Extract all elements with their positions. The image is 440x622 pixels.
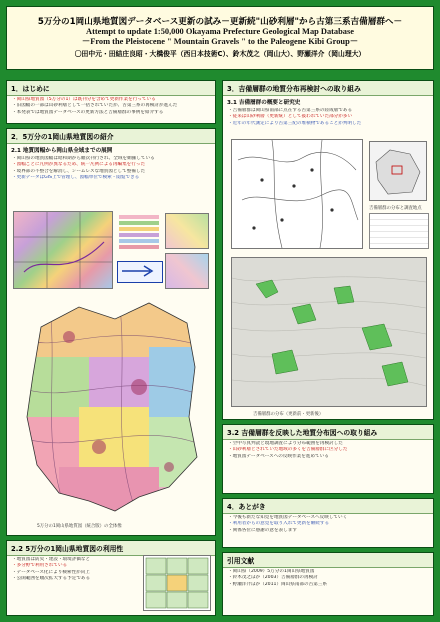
paragraph-line: ・空中写真判読と現地調査により分布範囲を再検討した	[228, 441, 343, 446]
paragraph-line: ・データベース化により検索性が向上	[12, 569, 90, 575]
paragraph-line: ・岡山県の地質図幅は昭和期から順次刊行され、全域を網羅している	[12, 156, 155, 161]
title-block	[6, 6, 434, 70]
prefecture-map-icon	[19, 297, 207, 519]
section-map-introduction	[6, 128, 216, 536]
section-map-usage	[6, 540, 216, 616]
inset-table	[369, 213, 429, 249]
section-afterword	[222, 498, 434, 548]
paragraph-line: ・従来は山砂利層（更新統）として扱われていた部分が多い	[228, 114, 353, 120]
section-heading: 4．あとがき	[223, 499, 433, 514]
usage-sheet-grid	[143, 555, 211, 611]
subsection-heading: 3.1 吉備層群の概要と研究史	[227, 100, 301, 106]
section-heading: 2．5万分の1岡山県地質図の紹介	[7, 129, 215, 144]
outline-map-icon	[232, 140, 362, 248]
update-arrow-note	[117, 261, 163, 283]
title-english-line1: Attempt to update 1:50,000 Okayama Prefecture Geological Map Database	[86, 27, 354, 36]
reference-item: ・岡山県（2009）5万分の1岡山県地質図	[228, 569, 315, 574]
reference-item: ・野瀬洋介ほか（2011）岡山県南部の古第三系	[228, 581, 327, 587]
paragraph-line: ・山砂利層とされていた地域の多くを吉備層群に区分した	[228, 447, 348, 453]
section-heading: 2.2 5万分の1岡山県地質図の利用性	[7, 541, 215, 556]
paragraph-line: ・本発表では地質図データベースの更新方法と吉備層群の事例を紹介する	[12, 109, 164, 115]
paragraph-line: ・公開範囲を順次拡大する予定である	[12, 576, 91, 582]
kibi-distribution-map	[231, 139, 363, 249]
paragraph-line: ・境界部の不整合を解消し、シームレスな地質図として整備した	[12, 168, 146, 174]
kibi-relief-map	[231, 257, 427, 407]
paragraph-line: ・関係各位に感謝の意を表します	[228, 527, 297, 533]
section-kibi-update	[222, 424, 434, 494]
paragraph-line: ・今後も新たな知見を地質図データベースへ反映していく	[228, 515, 348, 520]
title-english-line2: －From the Pleistocene " Mountain Gravels " to the Paleogene Kibi Group－	[81, 36, 359, 46]
paragraph-line: ・利用者からの意見を取り入れて更新を継続する	[228, 521, 330, 527]
inset-caption: 吉備層群の分布と調査地点	[369, 206, 422, 211]
sheet-index-map	[13, 211, 113, 289]
map-legend	[119, 213, 159, 251]
paragraph-line: ・更新データはGIS上で管理し、図幅単位で検索・閲覧できる	[12, 175, 140, 181]
sheet-grid-icon	[14, 212, 112, 288]
section-heading: 3．吉備層群の地質分布再検討への取り組み	[223, 81, 433, 96]
paragraph-line: ・旧図幅の一部は山砂利層として一括されていたが、古第三系の再検討が進んだ	[12, 103, 178, 109]
section-references	[222, 552, 434, 616]
section-heading: 1．はじめに	[7, 81, 215, 96]
paragraph-line: ・図幅ごとに凡例が異なるため、統一凡例による再編集を行った	[12, 162, 146, 168]
map-caption: 5万分の1岡山県地質図（統合版）の全体像	[37, 524, 122, 529]
detail-map-before	[165, 213, 209, 249]
paragraph-line: ・岡山県地質図（5万分の1）は既刊分を含めて更新作業を行っている	[12, 97, 156, 102]
paragraph-line: ・吉備層群は岡山県南部に点在する古第三系の陸成層である	[228, 108, 353, 113]
reference-item: ・鈴木茂之ほか（2003）吉備層群の再検討	[228, 575, 318, 581]
map-caption: 吉備層群の分布（更新前・更新後）	[253, 412, 324, 417]
section-kibi-group	[222, 80, 434, 420]
okayama-geological-map	[19, 297, 207, 519]
subsection-heading: 2.1 地質図幅から岡山県全域までの展開	[11, 148, 113, 154]
paragraph-line: ・地質図データベースへの反映作業を進めている	[228, 453, 329, 459]
title-japanese: 5万分の1岡山県地質図データベース更新の試み－更新続"山砂利層"から古第三系吉備層群へ－	[37, 17, 403, 27]
section-heading: 引用文献	[223, 553, 433, 568]
detail-map-after	[165, 253, 209, 289]
section-heading: 3.2 吉備層群を反映した地質分布図への取り組み	[223, 425, 433, 440]
paragraph-line: ・地質図は防災・建設・環境評価など	[12, 557, 91, 562]
author-list: 〇田中元・田結庄良昭・大橋俊平（西日本技術C）、鈴木茂之（岡山大）、野瀬洋介（岡山理大）	[74, 50, 366, 58]
arrow-right-icon	[118, 262, 160, 280]
inset-map-icon	[370, 142, 426, 200]
relief-map-icon	[232, 258, 426, 406]
grid-icon	[144, 556, 210, 610]
inset-location-map	[369, 141, 427, 201]
section-introduction	[6, 80, 216, 124]
paragraph-line: ・近年の年代測定により古第三紀の堆積物であることが判明した	[228, 120, 362, 126]
paragraph-line: ・多分野で利用されている	[12, 563, 68, 569]
